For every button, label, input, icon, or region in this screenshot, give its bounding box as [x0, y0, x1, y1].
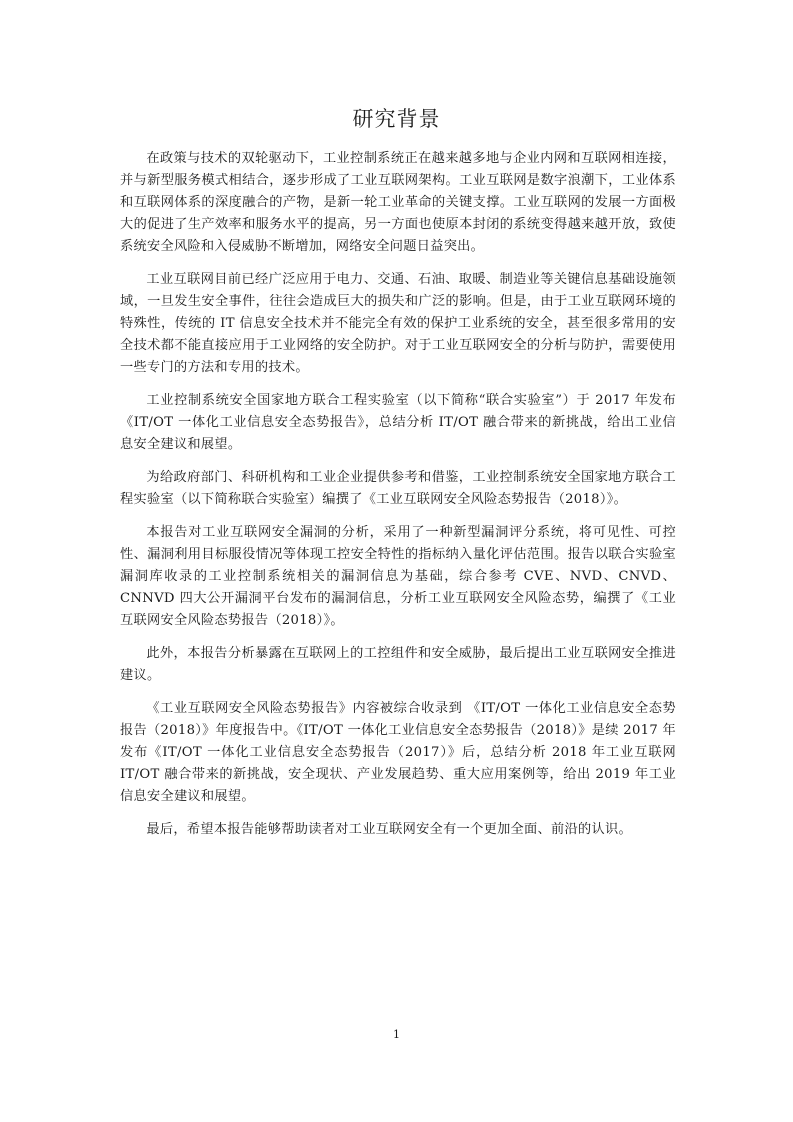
paragraph-4: 为给政府部门、科研机构和工业企业提供参考和借鉴，工业控制系统安全国家地方联合工程实验室（以下简称联合实验室）编撰了《工业互联网安全风险态势报告（2018）》。: [120, 470, 676, 507]
paragraph-3: 工业控制系统安全国家地方联合工程实验室（以下简称“联合实验室”）于 2017 年发布《IT/OT 一体化工业信息安全态势报告》，总结分析 IT/OT 融合带来的新挑战，给出工业信息安全建议和展望。: [120, 393, 676, 452]
paragraph-8: 最后，希望本报告能够帮助读者对工业互联网安全有一个更加全面、前沿的认识。: [146, 822, 632, 837]
body-text: [120, 148, 676, 852]
paragraph-2: 工业互联网目前已经广泛应用于电力、交通、石油、取暖、制造业等关键信息基础设施领域，一旦发生安全事件，往往会造成巨大的损失和广泛的影响。但是，由于工业互联网环境的特殊性，传统的 IT 信息安全技术并不能完全有效的保护工业系统的安全，甚至很多常用的安全技术都不能直接应用于工业网络的安全防护。对于工业互联网安全的分析与防护，需要使用一些专门的方法和专用的技术。: [120, 272, 676, 375]
paragraph-6: 此外，本报告分析暴露在互联网上的工控组件和安全威胁，最后提出工业互联网安全推进建议。: [120, 646, 676, 683]
page-title: 研究背景: [352, 107, 441, 131]
paragraph-1: 在政策与技术的双轮驱动下，工业控制系统正在越来越多地与企业内网和互联网相连接，并与新型服务模式相结合，逐步形成了工业互联网架构。工业互联网是数字浪潮下，工业体系和互联网体系的深度融合的产物，是新一轮工业革命的关键支撑。工业互联网的发展一方面极大的促进了生产效率和服务水平的提高，另一方面也使原本封闭的系统变得越来越开放，致使系统安全风险和入侵威胁不断增加，网络安全问题日益突出。: [120, 151, 676, 254]
paragraph-7: 《工业互联网安全风险态势报告》内容被综合收录到 《IT/OT 一体化工业信息安全态势报告（2018）》年度报告中。《IT/OT 一体化工业信息安全态势报告（2018）》是续 2017 年发布《IT/OT 一体化工业信息安全态势报告（2017）》后，总结分析 2018 年工业互联网 IT/OT 融合带来的新挑战，安全现状、产业发展趋势、重大应用案例等，给出 2019 年工业信息安全建议和展望。: [120, 701, 676, 804]
page-number: 1: [393, 1028, 400, 1041]
paragraph-5: 本报告对工业互联网安全漏洞的分析，采用了一种新型漏洞评分系统，将可见性、可控性、漏洞利用目标服役情况等体现工控安全特性的指标纳入量化评估范围。报告以联合实验室漏洞库收录的工业控制系统相关的漏洞信息为基础，综合参考 CVE、NVD、CNVD、CNNVD 四大公开漏洞平台发布的漏洞信息，分析工业互联网安全风险态势，编撰了《工业互联网安全风险态势报告（2018）》。: [120, 525, 676, 628]
